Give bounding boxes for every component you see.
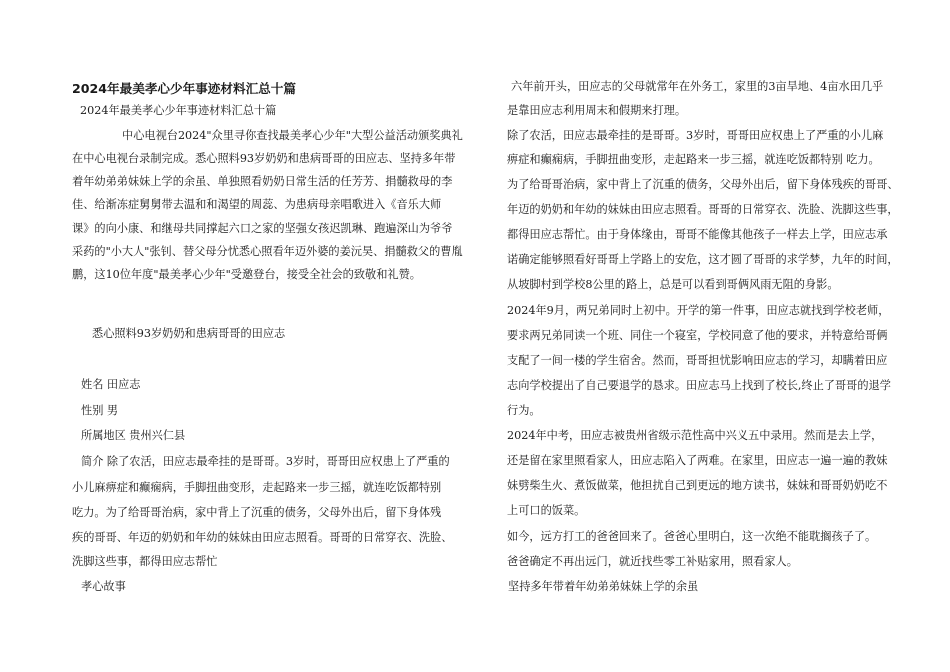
paragraph-line: 佳、给渐冻症舅舅带去温和和渴望的周蕊、为患病母亲唱歌进入《音乐大师 xyxy=(72,198,442,211)
paragraph-line: 年迈的奶奶和年幼的妹妹由田应志照看。哥哥的日常穿衣、洗脸、洗脚这些事， xyxy=(507,203,899,216)
paragraph-line: 在中心电视台录制完成。悉心照料93岁奶奶和患病哥哥的田应志、坚持多年带 xyxy=(72,152,456,165)
info-gender: 性别 男 xyxy=(81,404,119,417)
paragraph-line: 妹劈柴生火、煮饭做菜，他担扰自己到更远的地方读书，妹妹和哥哥奶奶吃不 xyxy=(507,479,888,492)
paragraph-line: 从坡脚村到学校8公里的路上，总是可以看到哥俩风雨无阻的身影。 xyxy=(507,278,839,291)
intro-line: 吃力。为了给哥哥治病，家中背上了沉重的债务，父母外出后，留下身体残 xyxy=(72,506,442,519)
paragraph-line: 鹏，这10位年度"最美孝心少年"受邀登台，接受全社会的致敬和礼赞。 xyxy=(72,268,421,281)
paragraph-line: 2024年9月，两兄弟同时上初中。开学的第一件事，田应志就找到学校老师， xyxy=(507,304,890,317)
info-name: 姓名 田应志 xyxy=(81,378,141,391)
paragraph-line: 中心电视台2024"众里寻你查找最美孝心少年"大型公益活动颁奖典礼 xyxy=(122,129,463,142)
intro-line: 洗脚这些事，都得田应志帮忙 xyxy=(72,555,218,568)
subtitle-line: 2024年最美孝心少年事迹材料汇总十篇 xyxy=(80,104,277,117)
intro-line: 小儿麻痹症和癫痫病，手脚扭曲变形，走起路来一步三摇，就连吃饭都特别 xyxy=(72,481,442,494)
paragraph-line: 都得田应志帮忙。由于身体缘由，哥哥不能像其他孩子一样去上学，田应志承 xyxy=(507,228,888,241)
paragraph-line: 要求两兄弟同读一个班、同住一个寝室，学校同意了他的要求，并特意给哥俩 xyxy=(507,329,888,342)
paragraph-line: 着年幼弟弟妹妹上学的余虽、单独照看奶奶日常生活的任芳芳、捐髓救母的李 xyxy=(72,175,453,188)
section-heading: 悉心照料93岁奶奶和患病哥哥的田应志 xyxy=(92,327,286,340)
paragraph-line: 六年前开头，田应志的父母就常年在外务工，家里的3亩旱地、4亩水田几乎 xyxy=(511,80,884,93)
info-region: 所属地区 贵州兴仁县 xyxy=(81,429,186,442)
paragraph-line: 课》的向小康、和继母共同撑起六口之家的坚强女孩迟凯琳、跑遍深山为爷爷 xyxy=(72,222,453,235)
section-heading: 坚持多年带着年幼弟弟妹妹上学的余虽 xyxy=(508,580,699,593)
paragraph-line: 除了农活，田应志最牵挂的是哥哥。3岁时，哥哥田应权患上了严重的小儿麻 xyxy=(507,129,884,142)
paragraph-line: 行为。 xyxy=(507,404,541,417)
intro-line: 疾的哥哥、年迈的奶奶和年幼的妹妹由田应志照看。哥哥的日常穿衣、洗脸、 xyxy=(72,531,453,544)
paragraph-line: 采药的"小大人"张钊、替父母分忧悉心照看年迈外婆的姜沅昊、捐髓救父的曹胤 xyxy=(72,245,463,258)
intro-line: 简介 除了农活，田应志最牵挂的是哥哥。3岁时，哥哥田应权患上了严重的 xyxy=(81,455,450,468)
paragraph-line: 还是留在家里照看家人，田应志陷入了两难。在家里，田应志一遍一遍的教妹 xyxy=(507,454,888,467)
paragraph-line: 志向学校提出了自己要退学的恳求。田应志马上找到了校长,终止了哥哥的退学 xyxy=(507,379,891,392)
paragraph-line: 如今，远方打工的爸爸回来了。爸爸心里明白，这一次绝不能耽搁孩子了。 xyxy=(507,530,877,543)
paragraph-line: 爸爸确定不再出远门，就近找些零工补贴家用，照看家人。 xyxy=(507,555,798,568)
paragraph-line: 2024年中考，田应志被贵州省级示范性高中兴义五中录用。然而是去上学， xyxy=(507,429,883,442)
paragraph-line: 上可口的饭菜。 xyxy=(507,504,586,517)
paragraph-line: 痹症和癫痫病，手脚扭曲变形，走起路来一步三摇，就连吃饭都特别 吃力。 xyxy=(507,153,880,166)
paragraph-line: 是靠田应志利用周末和假期来打理。 xyxy=(507,104,687,117)
paragraph-line: 为了给哥哥治病，家中背上了沉重的债务，父母外出后，留下身体残疾的哥哥、 xyxy=(507,178,899,191)
paragraph-line: 支配了一间一楼的学生宿舍。然而，哥哥担忧影响田应志的学习，却瞒着田应 xyxy=(507,354,888,367)
document-title: 2024年最美孝心少年事迹材料汇总十篇 xyxy=(72,81,296,96)
story-heading: 孝心故事 xyxy=(81,580,126,593)
paragraph-line: 诺确定能够照看好哥哥上学路上的安危，这才圆了哥哥的求学梦，九年的时间， xyxy=(507,253,899,266)
